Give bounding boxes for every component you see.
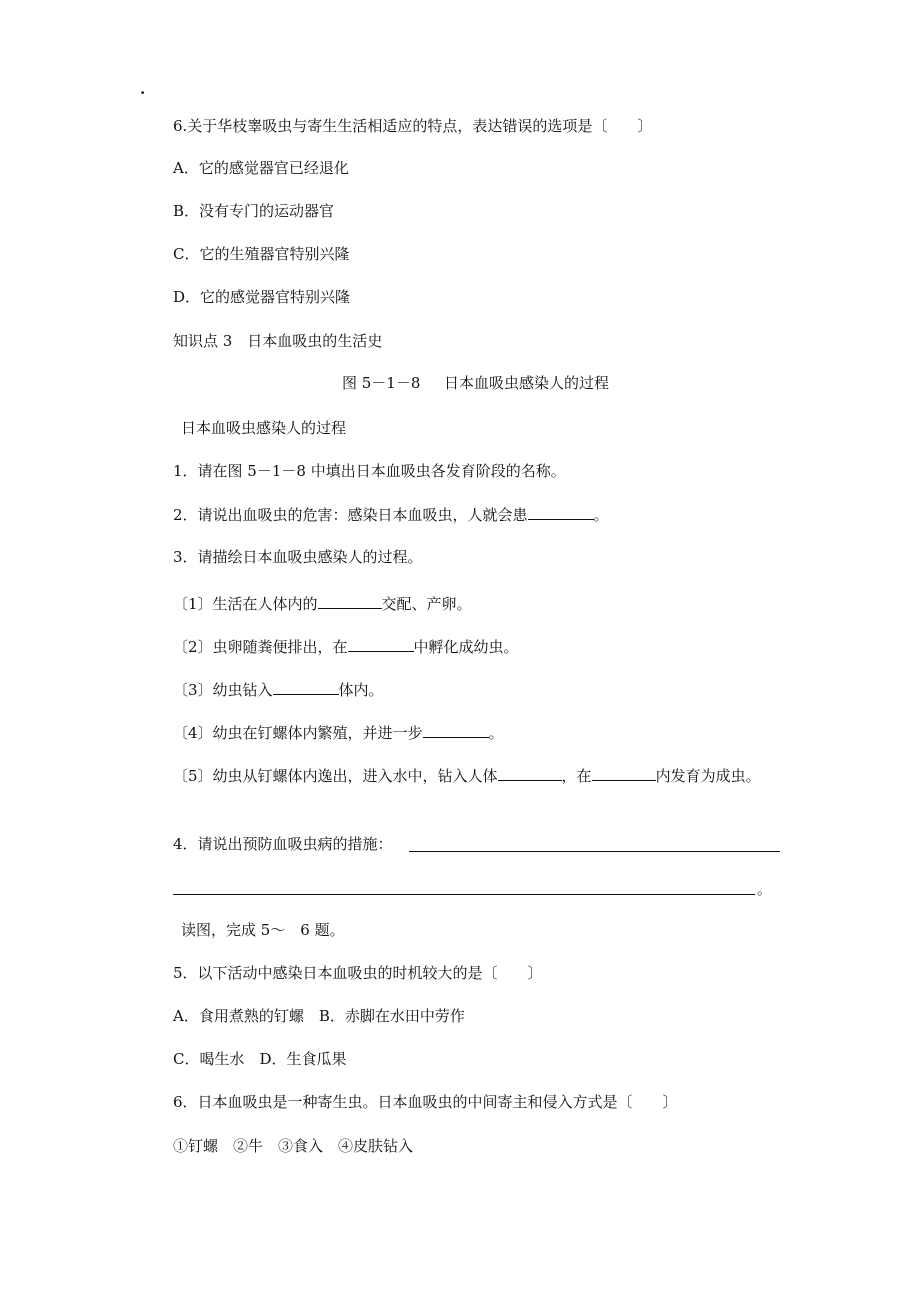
question-6b-choices: ①钉螺 ②牛 ③食入 ④皮肤钻入 [173,1137,414,1155]
page-marker: . [140,80,146,98]
question-2-text: 2．请说出血吸虫的危害：感染日本血吸虫，人就会患 [173,506,528,524]
question-3-step-4 [173,722,504,743]
question-5-options-row-1: A．食用煮熟的钉螺 B．赤脚在水田中劳作 [173,1007,465,1025]
step-5-tail: 内发育为成虫。 [655,767,761,785]
step-4-tail: 。 [488,724,504,742]
question-6b-stem: 6．日本血吸虫是一种寄生虫。日本血吸虫的中间寄主和侵入方式是〔 〕 [173,1093,678,1111]
question-1: 1．请在图 5－1－8 中填出日本血吸虫各发育阶段的名称。 [173,462,566,480]
step-1-tail: 交配、产卵。 [381,595,472,613]
question-3-step-1 [173,593,472,614]
question-6a-stem: 6.关于华枝睾吸虫与寄生生活相适应的特点，表达错误的选项是〔 〕 [173,117,653,135]
question-4: 4．请说出预防血吸虫病的措施： [173,835,393,853]
step-5-text: 〔5〕幼虫从钉螺体内逸出，进入水中，钻入人体 [173,767,498,785]
question-2-end: 。 [593,506,609,524]
step-5-mid: ，在 [561,767,592,785]
answer-blank[interactable] [528,504,594,520]
read-instruction: 读图，完成 5～ 6 题。 [181,921,345,939]
step-4-text: 〔4〕幼虫在钉螺体内繁殖，并进一步 [173,724,423,742]
figure-title: 日本血吸虫感染人的过程 [443,374,609,392]
knowledge-point-heading: 知识点 3 日本血吸虫的生活史 [173,332,383,350]
option-a: A．它的感觉器官已经退化 [173,159,349,177]
question-4-end: 。 [757,880,773,898]
option-b: B．没有专门的运动器官 [173,202,335,220]
question-5-stem: 5．以下活动中感染日本血吸虫的时机较大的是〔 〕 [173,964,543,982]
answer-blank[interactable] [498,765,562,781]
question-3-step-5 [173,765,761,786]
question-3-step-3 [173,679,384,700]
answer-line[interactable] [409,851,780,852]
answer-blank[interactable] [273,679,339,695]
answer-blank[interactable] [348,636,414,652]
step-1-text: 〔1〕生活在人体内的 [173,595,318,613]
answer-blank[interactable] [423,722,489,738]
question-3-step-2 [173,636,519,657]
option-d: D．它的感觉器官特别兴隆 [173,288,351,306]
question-3-stem: 3．请描绘日本血吸虫感染人的过程。 [173,548,423,566]
step-2-text: 〔2〕虫卵随粪便排出，在 [173,638,348,656]
answer-blank[interactable] [592,765,656,781]
step-2-tail: 中孵化成幼虫。 [413,638,519,656]
option-c: C．它的生殖器官特别兴隆 [173,245,350,263]
question-5-options-row-2: C．喝生水 D．生食瓜果 [173,1050,347,1068]
step-3-text: 〔3〕幼虫钻入 [173,681,273,699]
answer-line[interactable] [173,894,755,895]
step-3-tail: 体内。 [338,681,384,699]
figure-number: 图 5－1－8 [342,374,421,392]
figure-label: 日本血吸虫感染人的过程 [181,419,347,437]
question-2 [173,504,609,525]
figure-caption [342,373,609,393]
answer-blank[interactable] [318,593,382,609]
